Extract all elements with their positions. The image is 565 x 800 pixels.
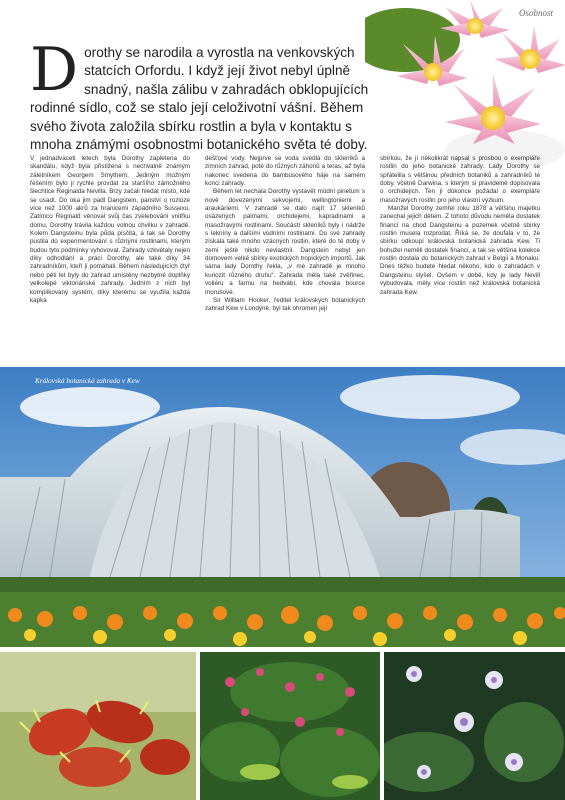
drop-cap: D <box>30 35 79 105</box>
article-column-1 <box>30 155 190 360</box>
garden-flowers-photo <box>200 652 380 800</box>
section-label: Osobnost <box>518 8 553 18</box>
paragraph: sbírkou, že jí několikrát napsal s prosbou o exempláře rostlin do jeho botanické zahrady. Lady Dorothy se spřátelila s většinou předních botaniků a zahradníků té doby, včetně Darwina, s kterým si pravidelně dopisovala o orchidejích. Ten jí dokonce požádal o exempláře masožravých rostlin pro jeho vlastní výzkum. <box>380 155 540 204</box>
lead-text: orothy se narodila a vyrostla na venkovských statcích Orfordu. I když její život nebyl úplně snadný, našla zálibu v zahradách obklopujících rodinné sídlo, což se stalo její celoživotní vášní. Během svého života založila sbírku rostlin a byla v kontaktu s mnoha známými osobnostmi botanického světa té doby. <box>30 45 369 153</box>
paragraph: V jednadvaceti letech byla Dorothy zapletena do skandálu, když byla přistižena s nechvalně známým záletníkem Georgem Smythem. Jediným možným řešením bylo ji rychle provdat za staršího zámožného šlechtice Reginalda Nevilla. Brzy začali hledat místo, kde se usadí. Do oka jim padl Dangstein, panství o rozloze více než 1000 akrů za hranicemi západního Sussexu. Zatímco Reginald věnoval svůj čas zvelebování vnitřku domu, Dorothy trávila každou volnou chvilku v zahradě. Kolem Dangsteinu byla půda písčitá, a tak se Dorothy pustila do experimentování s různými rostlinami, kterým budou tyto podmínky vyhovovat. Zahrady vzkvétaly nejen díky odhodlání a práci Dorothy, ale také díky 34 zahradníkům, kteří jí pomáhali. Během následujících čtyř nebo pěti let byly do zahrad umístěny nezbytné doplňky velkolepé viktoriánské zahrady. Jedním z nich byl komplikovaný systém, díky kterému se využila každá kapka <box>30 155 190 304</box>
article-column-2 <box>205 155 365 360</box>
article-column-3 <box>380 155 540 360</box>
photo-caption: Královská botanická zahrada v Kew <box>35 377 140 385</box>
orchid-flowers-photo <box>384 652 565 800</box>
lead-paragraph <box>30 35 370 154</box>
water-lily-photo <box>365 0 565 165</box>
paragraph: dešťové vody. Nejprve se voda svedla do skleníků a zimních zahrad, poté do různých záhonů a teras, až byla nakonec svedena do bambusového háje na samém konci zahrady. <box>205 155 365 188</box>
paragraph: Během let nechala Dorothy vystavět módní pinetum s nově dovezenými sekvojemi, wellingtoniemi a araukáriemi. V zahradě se dalo najít 17 skleníků osázených palmami, orchidejemi, kapradinami a masožravými rostlinami. Součástí skleníků byly i nádrže s lekníny a dalšími vodními rostlinami. Do své zahrady získala také mnoho vzácných rostlin, které do té doby v zemi ještě nikdo nevlastnil. Dangstein nebyl jen domovem velké sbírky exotických tropických importů. Jak sama lady Dorothy řekla, „v mé zahradě je mnoho kuriozit různého druhu“. Zahrada měla také zvěřinec, voliéru a farmu na hedvábí, kde chovala bource morušové. <box>205 188 365 296</box>
paragraph: Manžel Dorothy zemřel roku 1878 a většinu majetku zanechal jejich dětem. Z tohoto důvodu neměla dostatek financí na chod Dangsteinu a pozemek včetně sbírky rostlin musela rozprodat. Říká se, že doufala v to, že sbírku odkoupí královská botanická zahrada Kew. Ti bohužel neměli dostatek financí, a tak se většina kolekce rostlin dostala do botanických zahrad v Belgii a Monaku. Dnes těžko budete hledat někoho, kdo o zahradách v Dangsteinu slyšel. Ovšem v době, kdy je lady Nevill vybudovala, měly více rostlin než královská botanická zahrada Kew. <box>380 205 540 296</box>
venus-flytrap-photo <box>0 652 196 800</box>
article-columns <box>30 155 540 360</box>
paragraph: Sir William Hooker, ředitel královských botanických zahrad Kew v Londýně, byl tak ohromen její <box>205 296 365 313</box>
kew-glasshouse-photo <box>0 367 565 647</box>
